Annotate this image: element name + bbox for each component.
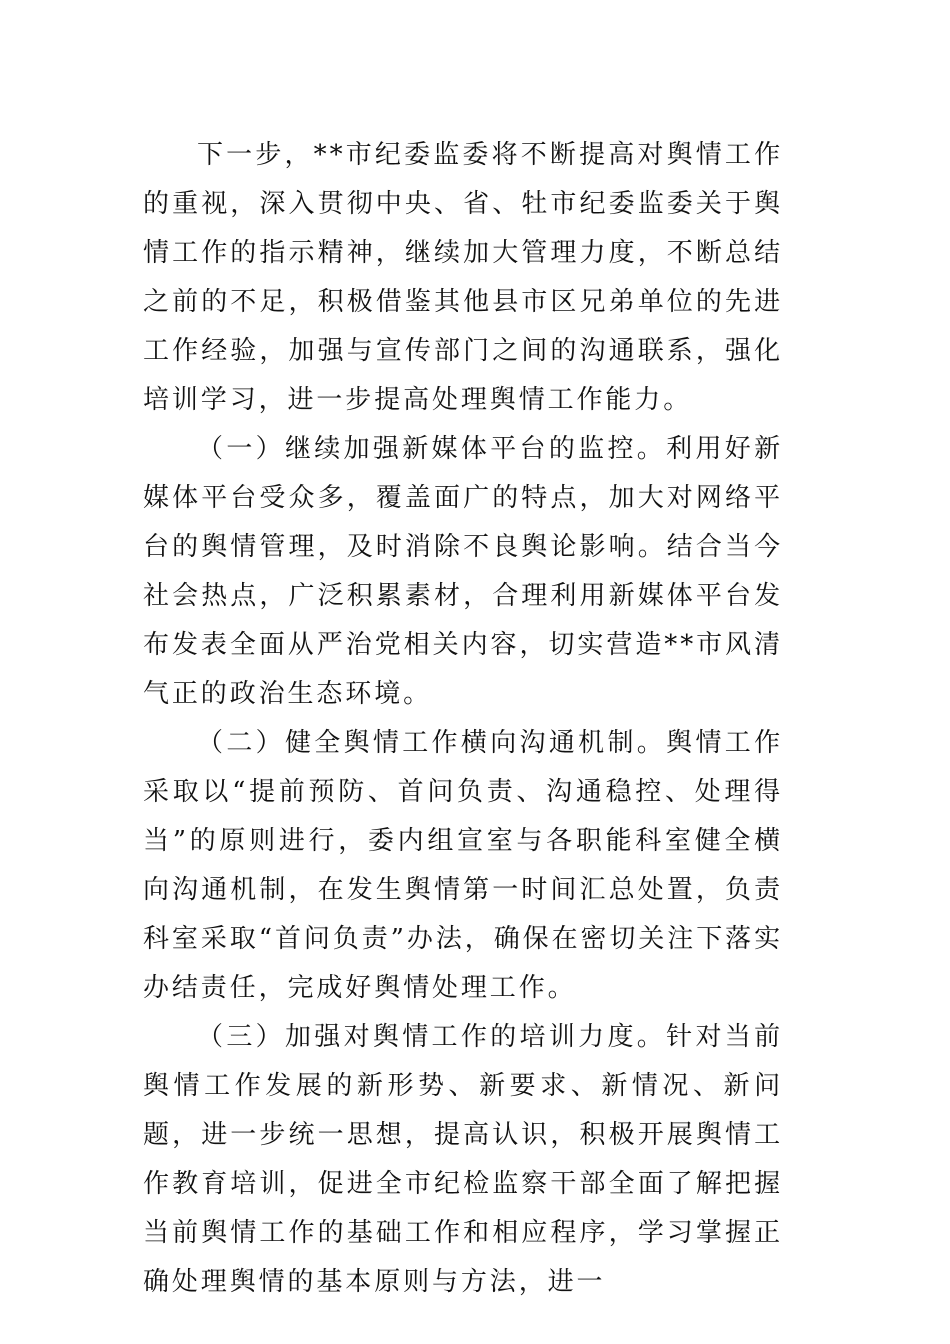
paragraph-section-2: （二）健全舆情工作横向沟通机制。舆情工作采取以“提前预防、首问负责、沟通稳控、处理得当”的原则进行，委内组宣室与各职能科室健全横向沟通机制，在发生舆情第一时间汇总处置，负责科室采取“首问负责”办法，确保在密切关注下落实办结责任，完成好舆情处理工作。 [143,728,783,1003]
paragraph-section-1: （一）继续加强新媒体平台的监控。利用好新媒体平台受众多，覆盖面广的特点，加大对网络平台的舆情管理，及时消除不良舆论影响。结合当今社会热点，广泛积累素材，合理利用新媒体平台发布发表全面从严治党相关内容，切实营造**市风清气正的政治生态环境。 [143,434,783,709]
paragraph-section-3: （三）加强对舆情工作的培训力度。针对当前舆情工作发展的新形势、新要求、新情况、新问题，进一步统一思想，提高认识，积极开展舆情工作教育培训，促进全市纪检监察干部全面了解把握当前舆情工作的基础工作和相应程序，学习掌握正确处理舆情的基本原则与方法，进一 [143,1022,783,1297]
document-body [143,131,783,1307]
paragraph-intro: 下一步，**市纪委监委将不断提高对舆情工作的重视，深入贯彻中央、省、牡市纪委监委关于舆情工作的指示精神，继续加大管理力度，不断总结之前的不足，积极借鉴其他县市区兄弟单位的先进工作经验，加强与宣传部门之间的沟通联系，强化培训学习，进一步提高处理舆情工作能力。 [143,140,783,415]
